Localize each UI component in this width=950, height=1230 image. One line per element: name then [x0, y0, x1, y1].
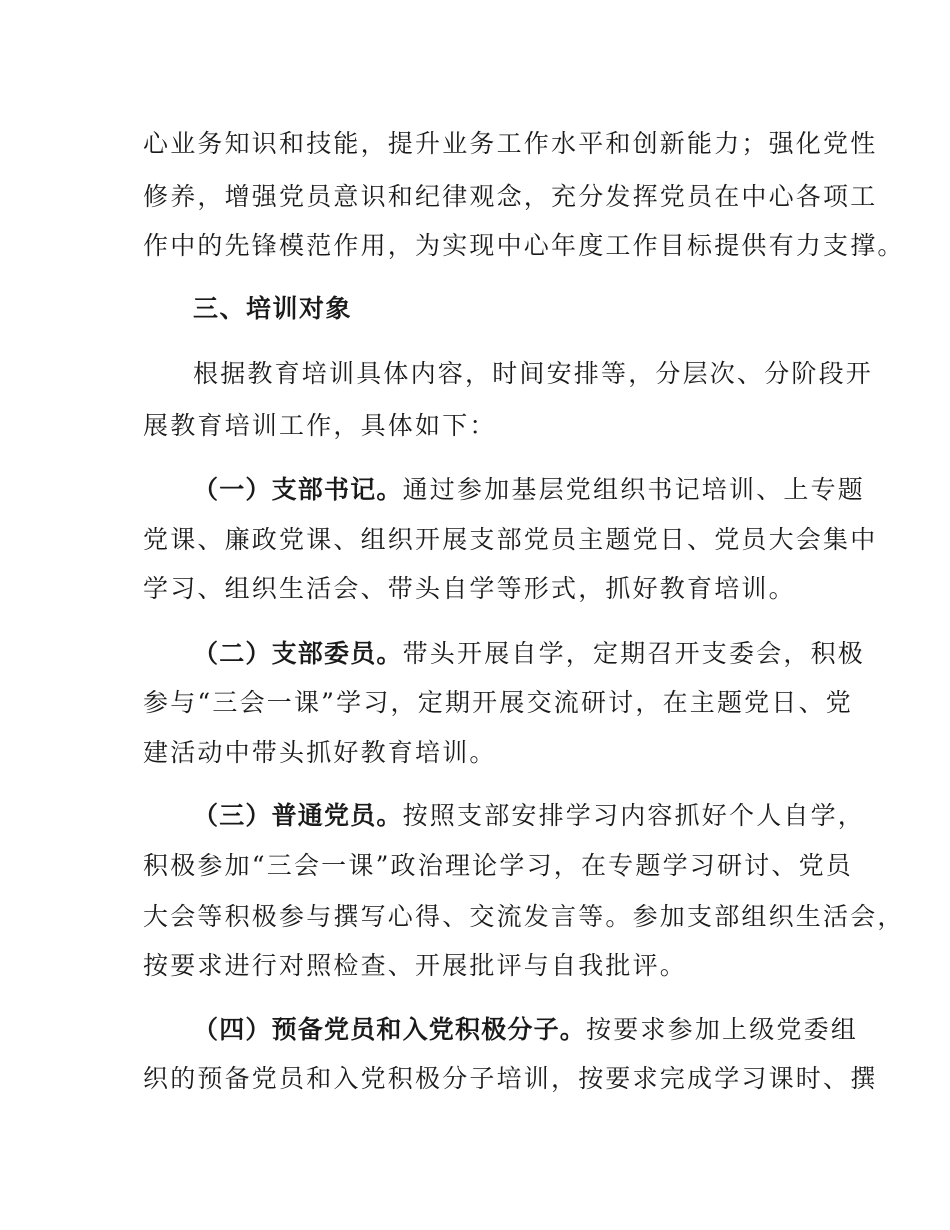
paragraph-line: 参与“三会一课”学习，定期开展交流研讨，在主题党日、党	[143, 688, 853, 717]
paragraph-line: 学习、组织生活会、带头自学等形式，抓好教育培训。	[143, 574, 796, 603]
list-item-first-line	[193, 1014, 858, 1046]
item-label: （一）支部书记。	[193, 475, 403, 504]
item-label: （四）预备党员和入党积极分子。	[193, 1015, 587, 1044]
paragraph-line: 心业务知识和技能，提升业务工作水平和创新能力；强化党性	[143, 129, 878, 158]
paragraph-line: 织的预备党员和入党积极分子培训，按要求完成学习课时、撰	[143, 1064, 878, 1093]
paragraph-line: 大会等积极参与撰写心得、交流发言等。参加支部组织生活会，	[143, 902, 905, 931]
list-item-first-line	[193, 800, 865, 832]
item-text: 带头开展自学，定期召开支委会，积极	[402, 639, 866, 668]
paragraph-line: 建活动中带头抓好教育培训。	[143, 738, 497, 767]
list-item-first-line	[193, 638, 865, 670]
paragraph-line: 党课、廉政党课、组织开展支部党员主题党日、党员大会集中	[143, 525, 878, 554]
list-item-first-line	[193, 474, 865, 506]
item-label: （三）普通党员。	[193, 801, 403, 830]
paragraph-line: 修养，增强党员意识和纪律观念，充分发挥党员在中心各项工	[143, 182, 878, 211]
item-label: （二）支部委员。	[193, 639, 403, 668]
paragraph-line: 展教育培训工作，具体如下：	[143, 411, 497, 440]
item-text: 按照支部安排学习内容抓好个人自学，	[402, 801, 866, 830]
paragraph-line: 积极参加“三会一课”政治理论学习，在专题学习研讨、党员	[143, 851, 853, 880]
paragraph-line: 根据教育培训具体内容，时间安排等，分层次、分阶段开	[193, 359, 874, 388]
item-text: 通过参加基层党组织书记培训、上专题	[402, 475, 866, 504]
item-text: 按要求参加上级党委组	[586, 1015, 859, 1044]
section-heading: 三、培训对象	[193, 294, 353, 323]
paragraph-line: 作中的先锋模范作用，为实现中心年度工作目标提供有力支撑。	[143, 231, 905, 260]
paragraph-line: 按要求进行对照检查、开展批评与自我批评。	[143, 951, 688, 980]
